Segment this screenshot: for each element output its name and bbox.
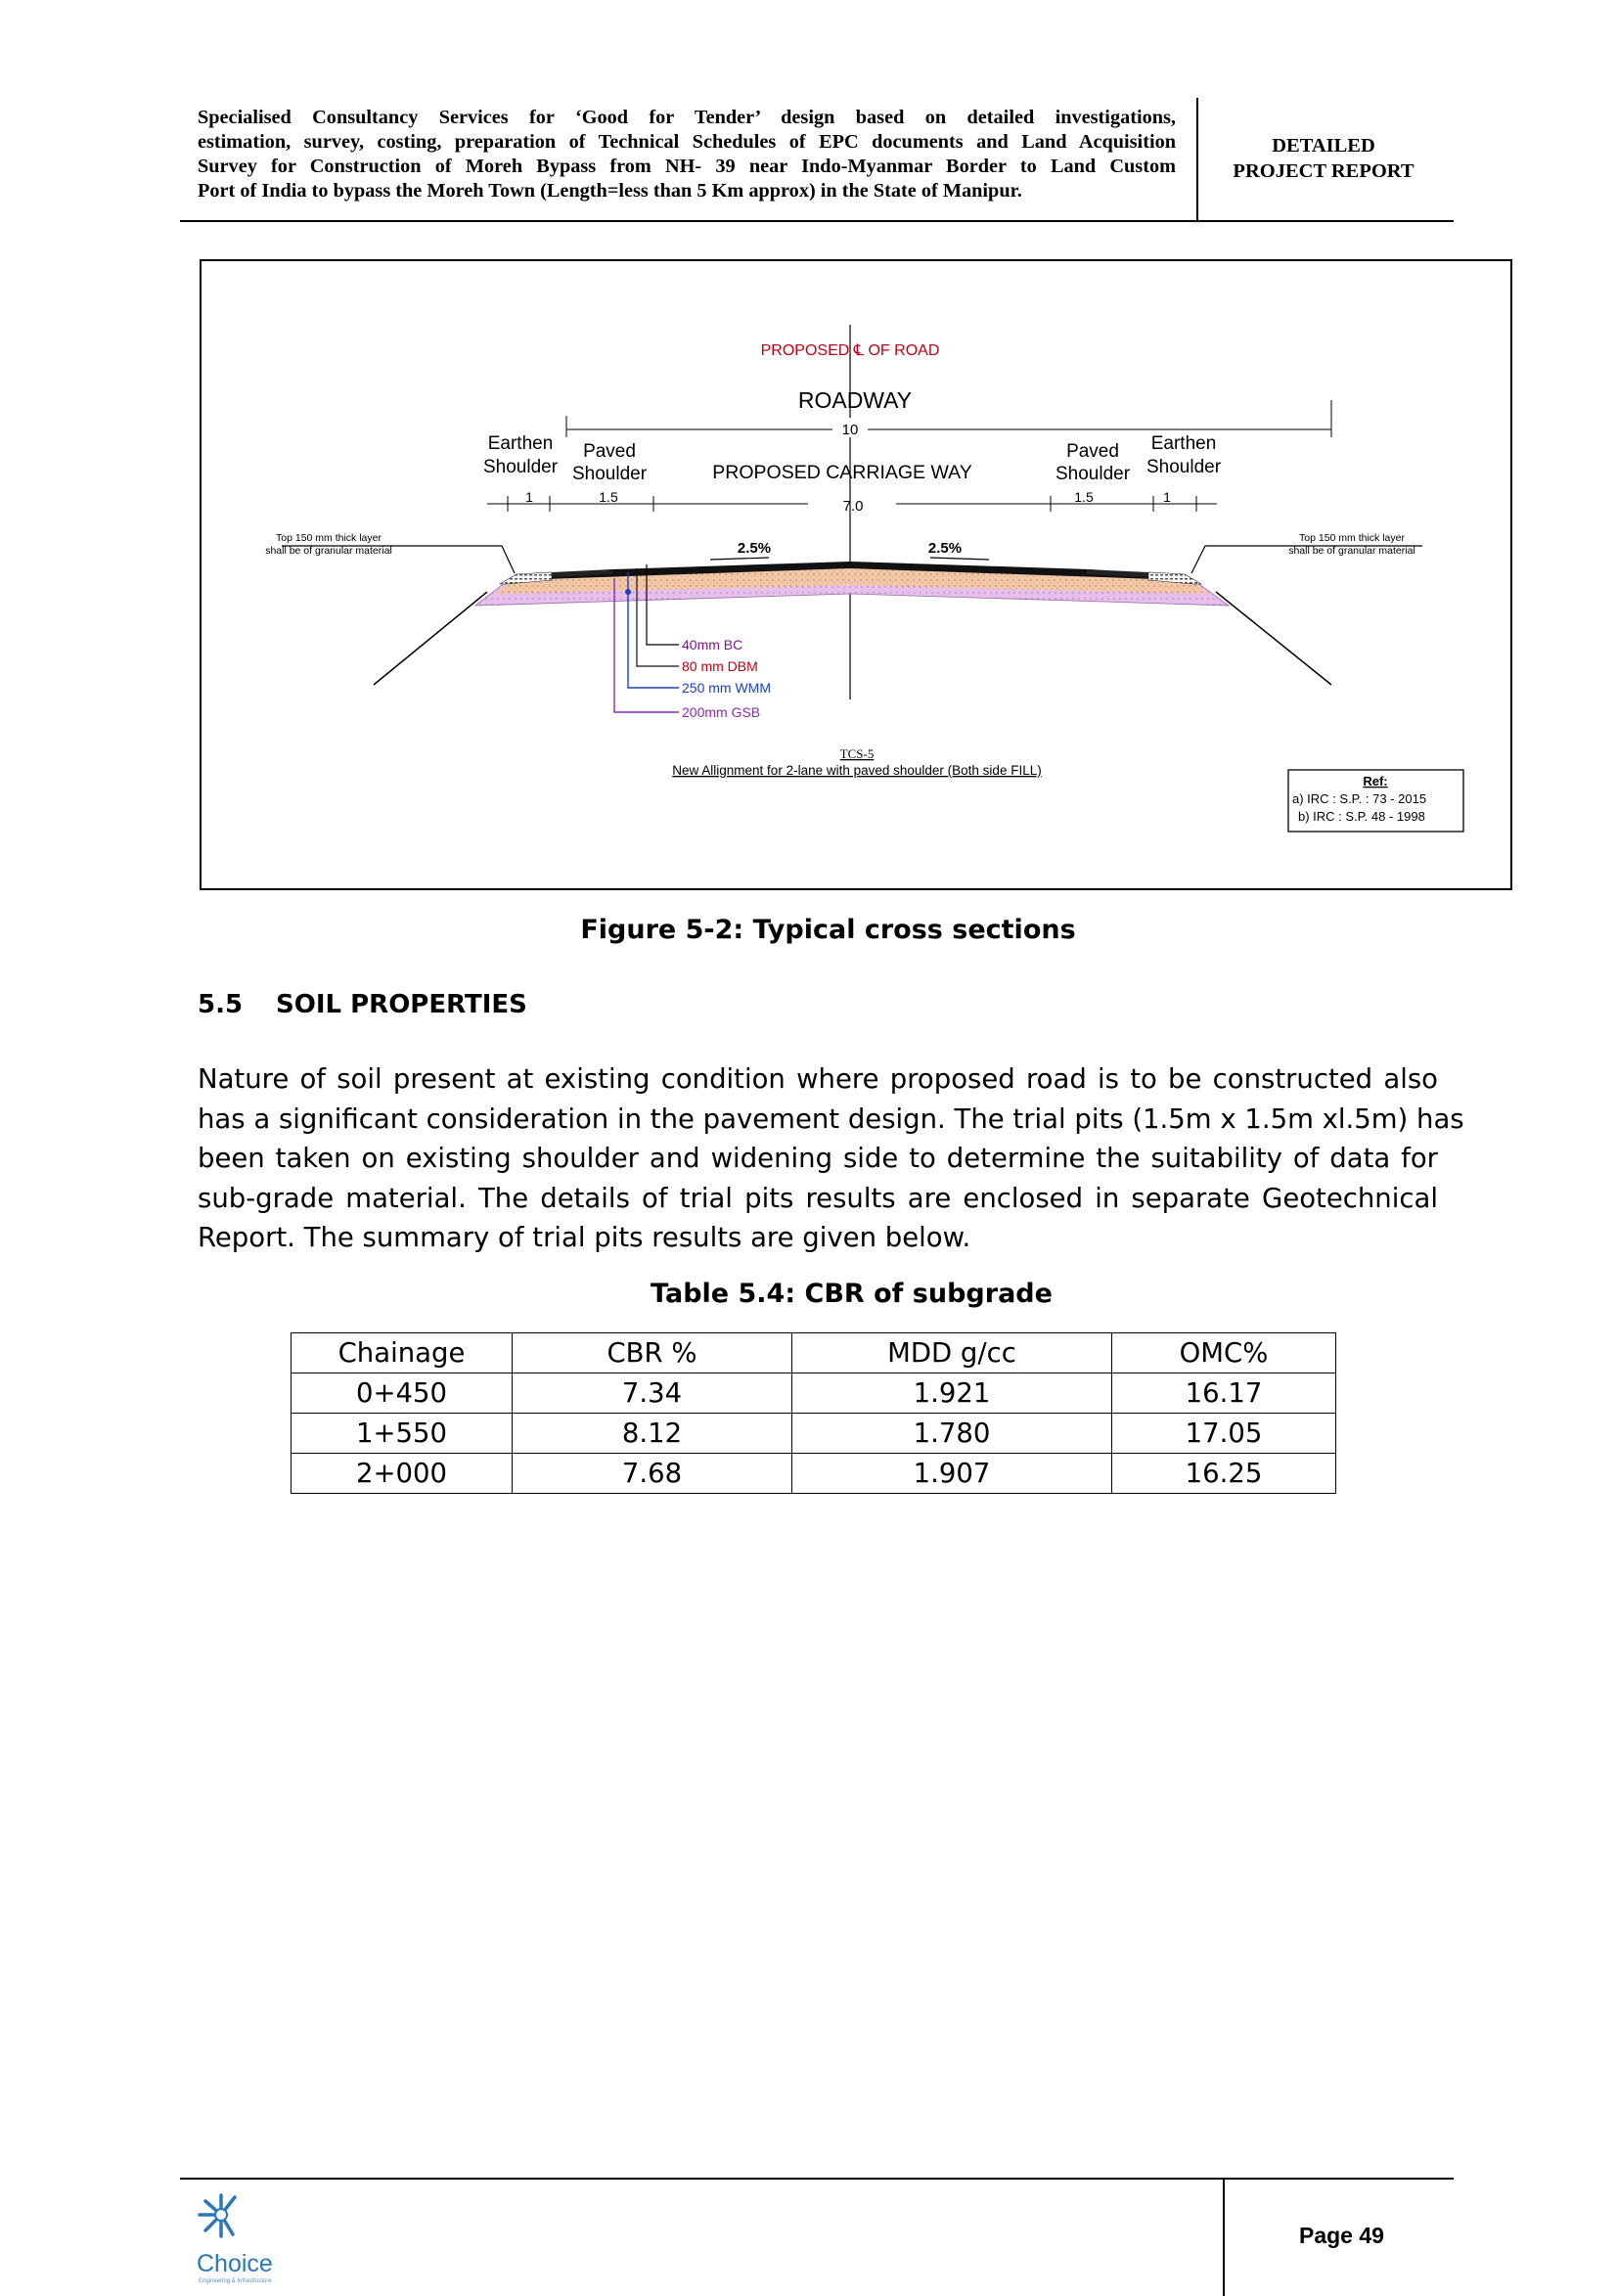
cell-omc: 16.25 (1112, 1454, 1336, 1494)
section-desc: New Allignment for 2-lane with paved shoulder (Both side FILL) (672, 763, 1042, 778)
header-cbr: CBR % (513, 1333, 792, 1373)
section-title: SOIL PROPERTIES (276, 990, 527, 1019)
cell-chainage: 2+000 (292, 1454, 513, 1494)
note-left-line2: shall be of granular material (265, 545, 392, 557)
header-line-2: estimation, survey, costing, preparation of Technical Schedules of EPC documents and Land Acquisition (198, 131, 1176, 153)
ref-b: b) IRC : S.P. 48 - 1998 (1298, 809, 1425, 824)
slope-arrow-right (930, 558, 989, 560)
cbr-table (291, 1332, 1336, 1494)
slope-right-label: 2.5% (927, 540, 963, 557)
section-number: 5.5 (198, 990, 244, 1019)
cell-chainage: 1+550 (292, 1414, 513, 1454)
table-row (292, 1414, 1336, 1454)
table-title: Table 5.4: CBR of subgrade (651, 1279, 1053, 1309)
earthen-left-dim: 1 (525, 489, 533, 505)
carriage-width: 7.0 (842, 498, 864, 515)
cell-cbr: 8.12 (513, 1414, 792, 1454)
slope-left-label: 2.5% (737, 540, 772, 557)
header-report-type (1201, 133, 1446, 184)
earthen-left-2: Shoulder (482, 457, 559, 477)
paved-right-1: Paved (1066, 441, 1119, 462)
earthen-right-2: Shoulder (1145, 457, 1222, 477)
logo-tagline: Engineering & Infrastructure (199, 2278, 272, 2284)
earthen-right-1: Earthen (1150, 433, 1217, 454)
header-divider (1196, 98, 1198, 221)
paragraph-line-5: Report. The summary of trial pits results are given below. (198, 1222, 971, 1253)
footer-rule (180, 2178, 1454, 2180)
table-row (292, 1454, 1336, 1494)
paved-right-2: Shoulder (1055, 464, 1131, 484)
earthen-left-1: Earthen (487, 433, 554, 454)
paved-left-2: Shoulder (571, 464, 648, 484)
note-right-line2: shall be of granular material (1288, 545, 1415, 557)
page-number: Page 49 (1299, 2223, 1384, 2248)
embankment-slope-right (1216, 592, 1331, 685)
header-line-4: Port of India to bypass the Moreh Town (Length=less than 5 Km approx) in the State of Manipur. (198, 180, 1022, 202)
paragraph-line-4: sub-grade material. The details of trial pits results are enclosed in separate Geotechnical (198, 1182, 1438, 1214)
paved-left-dim: 1.5 (599, 489, 618, 505)
table-row (292, 1373, 1336, 1414)
note-right-line1: Top 150 mm thick layer (1299, 532, 1405, 544)
cell-cbr: 7.34 (513, 1373, 792, 1414)
header-report-type-line2: PROJECT REPORT (1233, 160, 1415, 182)
footer-divider (1223, 2179, 1225, 2296)
leader-wmm-point (625, 589, 631, 595)
logo-name: Choice (197, 2250, 273, 2277)
cell-chainage: 0+450 (292, 1373, 513, 1414)
layer-bc-label: 40mm BC (682, 637, 743, 653)
earthen-right-dim: 1 (1163, 489, 1171, 505)
layer-gsb-label: 200mm GSB (682, 704, 761, 720)
header-report-type-line1: DETAILED (1272, 135, 1375, 157)
slope-arrow-left (710, 558, 769, 560)
header-omc: OMC% (1112, 1333, 1336, 1373)
layer-wmm-label: 250 mm WMM (682, 680, 771, 696)
embankment-slope-left (374, 592, 487, 685)
cross-section-drawing (202, 261, 1510, 888)
cell-mdd: 1.780 (792, 1414, 1112, 1454)
cell-omc: 17.05 (1112, 1414, 1336, 1454)
paved-right-dim: 1.5 (1074, 489, 1094, 505)
centerline-label: PROPOSED ℄ OF ROAD (760, 342, 940, 359)
cell-omc: 16.17 (1112, 1373, 1336, 1414)
header-project-title (198, 106, 1176, 203)
layer-dbm-label: 80 mm DBM (682, 658, 758, 674)
header-rule (180, 220, 1454, 222)
header-line-3: Survey for Construction of Moreh Bypass from NH- 39 near Indo-Myanmar Border to Land Custom (198, 156, 1176, 177)
paragraph-line-2: has a significant consideration in the pavement design. The trial pits (1.5m x 1.5m xl.5m) has (198, 1103, 1464, 1135)
header-chainage: Chainage (292, 1333, 513, 1373)
carriage-label: PROPOSED CARRIAGE WAY (712, 462, 972, 483)
note-left-line1: Top 150 mm thick layer (276, 532, 382, 544)
paved-left-1: Paved (583, 441, 636, 462)
figure-caption: Figure 5-2: Typical cross sections (580, 915, 1076, 945)
paragraph-line-1: Nature of soil present at existing condition where proposed road is to be constructed also (198, 1063, 1438, 1095)
choice-logo-icon (192, 2187, 250, 2250)
roadway-width: 10 (841, 422, 859, 438)
roadway-label: ROADWAY (797, 387, 913, 413)
header-line-1: Specialised Consultancy Services for ‘Good for Tender’ design based on detailed investigations, (198, 107, 1176, 128)
cell-mdd: 1.907 (792, 1454, 1112, 1494)
cell-mdd: 1.921 (792, 1373, 1112, 1414)
header-mdd: MDD g/cc (792, 1333, 1112, 1373)
section-id: TCS-5 (839, 746, 875, 761)
table-header-row (292, 1333, 1336, 1373)
paragraph-line-3: been taken on existing shoulder and widening side to determine the suitability of data for (198, 1143, 1438, 1174)
cell-cbr: 7.68 (513, 1454, 792, 1494)
section-paragraph (198, 1059, 1464, 1258)
ref-title: Ref: (1363, 774, 1388, 788)
ref-a: a) IRC : S.P. : 73 - 2015 (1292, 791, 1427, 806)
